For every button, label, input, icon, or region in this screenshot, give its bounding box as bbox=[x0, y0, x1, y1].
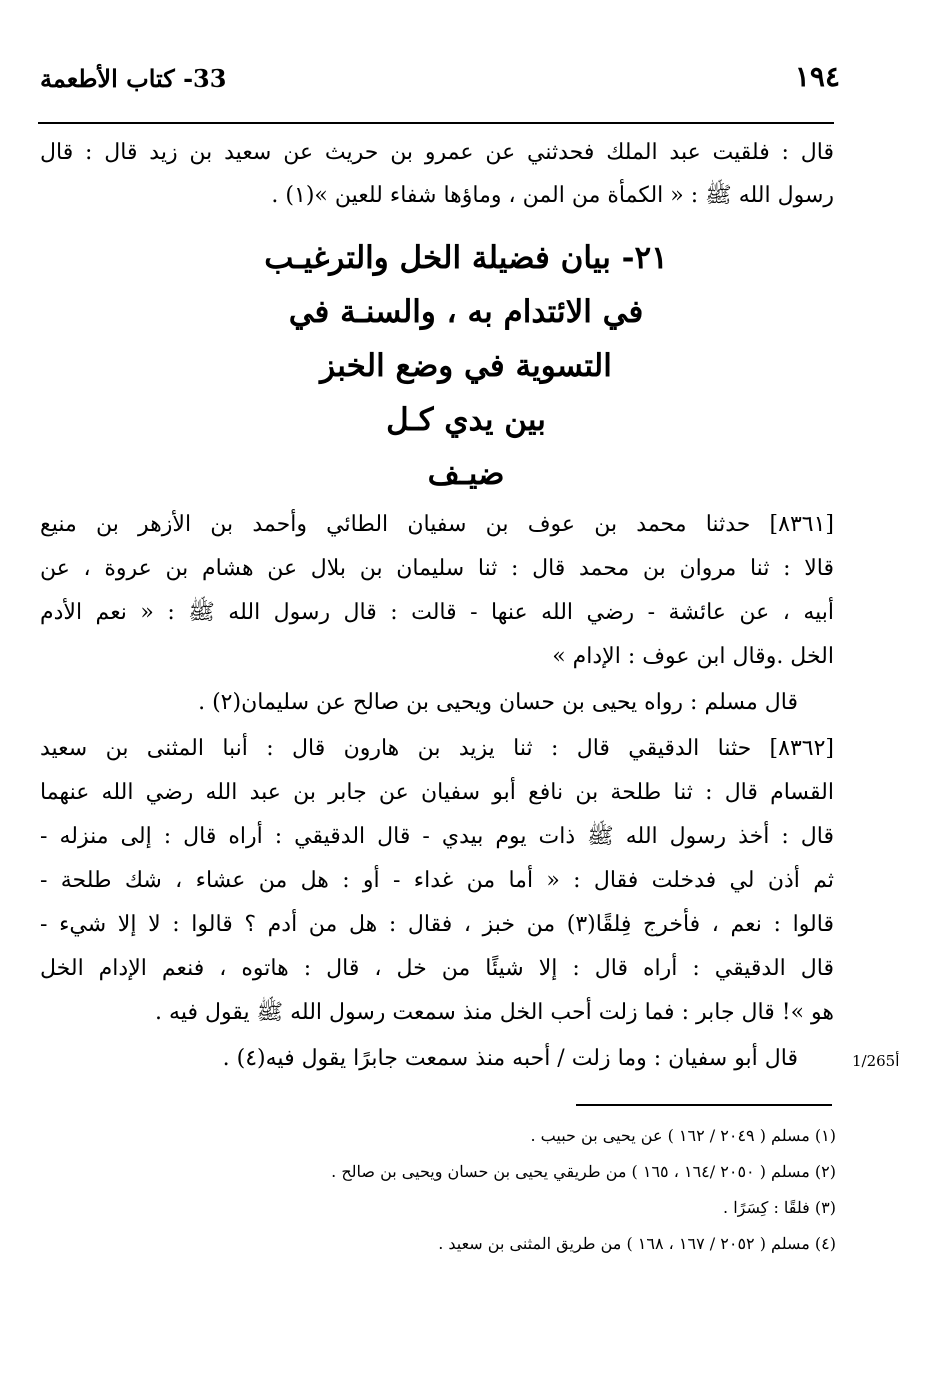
hadith-text-line: أبيه ، عن عائشة - رضي الله عنها - قالت : قال رسول الله ﷺ : « نعم الأدم bbox=[40, 600, 834, 625]
footnote-divider bbox=[576, 1104, 832, 1106]
footnote: (٣) فلقًا : كِسَرًا . bbox=[723, 1198, 836, 1217]
running-header-chapter: 33- كتاب الأطعمة bbox=[40, 64, 227, 93]
hadith-text-line: القسام قال : ثنا طلحة بن نافع أبو سفيان عن جابر بن عبد الله رضي الله عنهما bbox=[40, 780, 834, 805]
hadith-text-line: قال أبو سفيان : وما زلت / أحبه منذ سمعت جابرًا يقول فيه(٤) . bbox=[222, 1046, 798, 1071]
manuscript-folio-note: 1/265أ bbox=[852, 1052, 900, 1070]
intro-line: قال : فلقيت عبد الملك فحدثني عن عمرو بن حريث عن سعيد بن زيد قال : قال bbox=[40, 140, 834, 165]
footnote: (٢) مسلم ( ٢٠٥٠ /١٦٤ ، ١٦٥ ) من طريقي يحيى بن حسان ويحيى بن صالح . bbox=[331, 1162, 836, 1181]
section-title-line: التسوية في وضع الخبز bbox=[320, 348, 612, 384]
section-title-line: في الائتدام به ، والسنـة في bbox=[288, 294, 644, 330]
intro-line: رسول الله ﷺ : « الكمأة من المن ، وماؤها شفاء للعين »(١) . bbox=[271, 183, 834, 208]
hadith-text-line: الخل .وقال ابن عوف : الإدام » bbox=[552, 644, 834, 669]
hadith-text-line: قال مسلم : رواه يحيى بن حسان ويحيى بن صالح عن سليمان(٢) . bbox=[198, 690, 798, 715]
hadith-text-line: قال : أخذ رسول الله ﷺ ذات يوم بيدي - قال الدقيقي : أراه قال : إلى منزله - bbox=[40, 824, 834, 849]
hadith-text-line: هو »! قال جابر : فما زلت أحب الخل منذ سمعت رسول الله ﷺ يقول فيه . bbox=[155, 1000, 834, 1025]
header-divider bbox=[38, 122, 834, 124]
section-title-line: ضيـف bbox=[427, 456, 505, 492]
hadith-text-line: ثم أذن لي فدخلت فقال : « أما من غداء - أو : هل من عشاء ، شك طلحة - bbox=[40, 868, 834, 893]
hadith-text-line: قال الدقيقي : أراه قال : إلا شيئًا من خل ، قال : هاتوه ، فنعم الإدام الخل bbox=[40, 956, 834, 981]
section-title-line: بين يدي كـل bbox=[386, 402, 546, 438]
hadith-text-line: [٨٣٦١] حدثنا محمد بن عوف بن سفيان الطائي وأحمد بن الأزهر بن منيع bbox=[40, 512, 834, 537]
footnote: (١) مسلم ( ٢٠٤٩ / ١٦٢ ) عن يحيى بن حبيب . bbox=[530, 1126, 836, 1145]
section-title-line: ٢١- بيان فضيلة الخل والترغيـب bbox=[264, 240, 668, 276]
hadith-text-line: قالا : ثنا مروان بن محمد قال : ثنا سليمان بن بلال عن هشام بن عروة ، عن bbox=[40, 556, 834, 581]
hadith-text-line: قالوا : نعم ، فأخرج فِلقًا(٣) من خبز ، فقال : هل من أدم ؟ قالوا : لا إلا شيء - bbox=[40, 912, 834, 937]
hadith-text-line: [٨٣٦٢] حثنا الدقيقي قال : ثنا يزيد بن هارون قال : أنبا المثنى بن سعيد bbox=[40, 736, 834, 761]
page-number: ١٩٤ bbox=[794, 60, 840, 93]
footnote: (٤) مسلم ( ٢٠٥٢ / ١٦٧ ، ١٦٨ ) من طريق المثنى بن سعيد . bbox=[438, 1234, 836, 1253]
